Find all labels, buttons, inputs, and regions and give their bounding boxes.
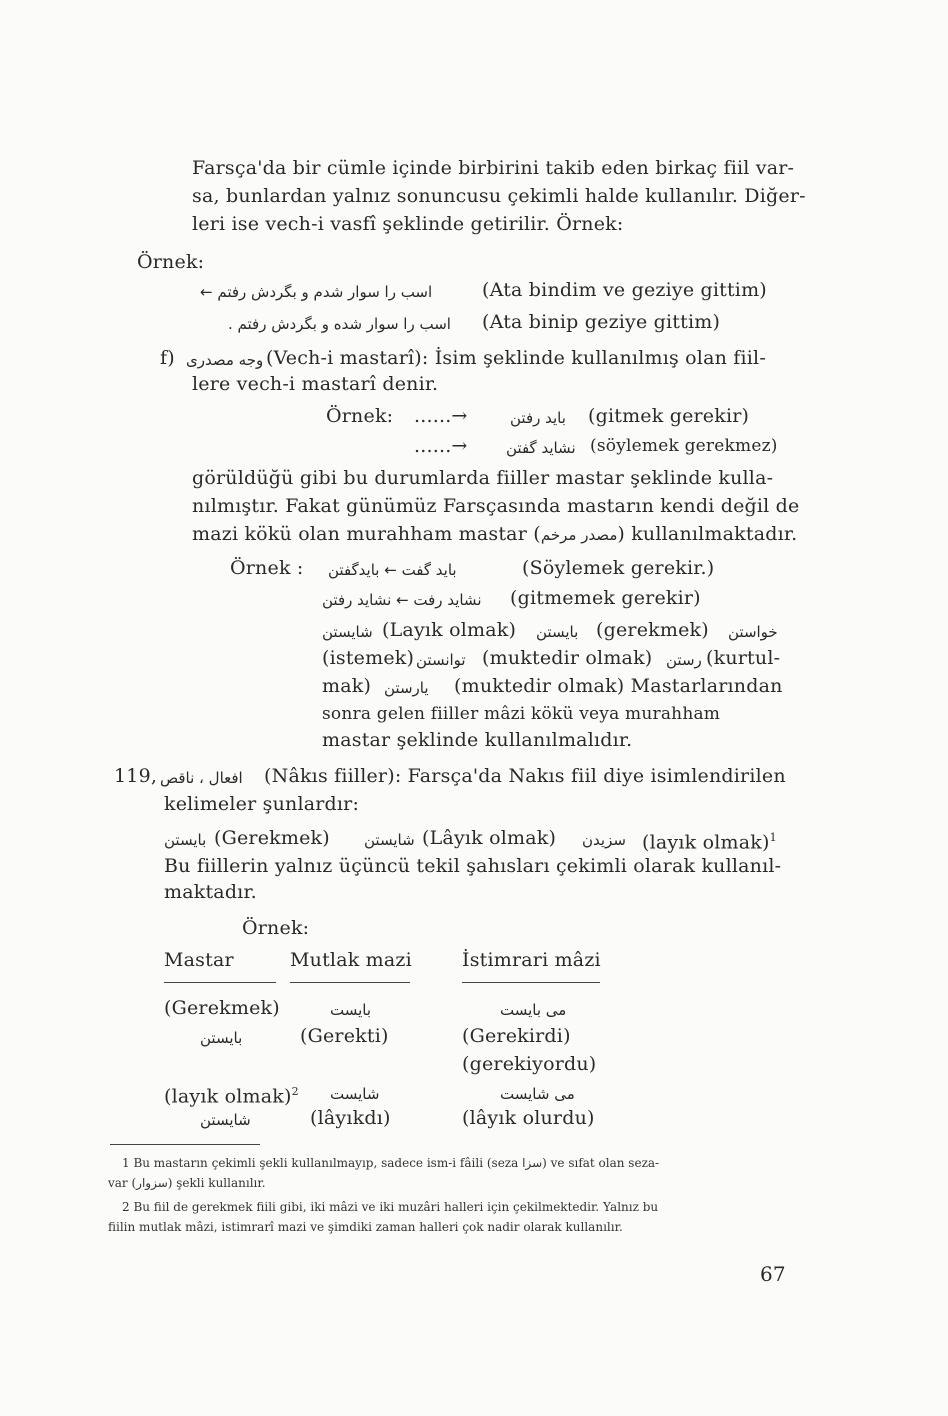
example-translation: (Ata binip geziye gittim) — [482, 311, 721, 333]
example-translation: (gitmek gerekir) — [588, 405, 750, 427]
arabic-example: نشاید رفت ← نشاید رفتن — [322, 591, 482, 609]
text-fragment: 1 Bu mastarın çekimli şekli kullanılmayıp, sadece ism-i fâili (seza — [122, 1156, 519, 1170]
text-fragment: ) ve sıfat olan seza- — [542, 1156, 660, 1170]
table-cell: بایستن — [200, 1029, 243, 1047]
table-header-rule — [164, 982, 276, 983]
paragraph-line: sa, bunlardan yalnız sonuncusu çekimli halde kullanılır. Diğer- — [192, 185, 806, 207]
page-number: 67 — [760, 1262, 786, 1286]
translation: (istemek) — [322, 647, 415, 669]
paragraph-line: görüldüğü gibi bu durumlarda fiiller mastar şeklinde kulla- — [192, 467, 774, 489]
arrow-dots: ......→ — [414, 435, 468, 457]
text-fragment: var ( — [108, 1176, 137, 1190]
arabic-term: یارستن — [384, 679, 429, 697]
table-cell: می بایست — [500, 1001, 567, 1019]
paragraph-line: Bu fiillerin yalnız üçüncü tekil şahısları çekimli olarak kullanıl- — [164, 855, 782, 877]
table-cell: (lâyıkdı) — [310, 1107, 391, 1129]
arabic-term: سزا — [522, 1156, 543, 1170]
table-header-rule — [290, 982, 410, 983]
translation: mak) — [322, 675, 372, 697]
example-label: Örnek: — [137, 251, 205, 273]
arabic-term: افعال ، ناقص — [160, 769, 243, 787]
arabic-term: بایستن — [164, 831, 207, 849]
table-cell: (Gerekirdi) — [462, 1025, 571, 1047]
paragraph-line: sonra gelen fiiller mâzi kökü veya murahham — [322, 704, 721, 724]
text-fragment: (layık olmak) — [164, 1085, 292, 1108]
translation: (Lâyık olmak) — [422, 827, 557, 849]
paragraph-line: (Vech-i mastarî): İsim şeklinde kullanılmış olan fiil- — [266, 347, 766, 369]
paragraph-line: mastar şeklinde kullanılmalıdır. — [322, 729, 633, 751]
table-cell: (lâyık olurdu) — [462, 1107, 595, 1129]
table-cell: شایستن — [200, 1111, 251, 1129]
paragraph-line: lere vech-i mastarî denir. — [192, 373, 439, 395]
text-fragment: mazi kökü olan murahham mastar ( — [192, 523, 541, 545]
arabic-term: وجه مصدری — [186, 351, 264, 369]
arabic-example: باید رفتن — [510, 409, 566, 427]
footnote — [108, 1174, 266, 1192]
footnote: fiilin mutlak mâzi, istimrarî mazi ve şimdiki zaman halleri çok nadir olarak kullanılır. — [108, 1220, 623, 1234]
table-header: Mastar — [164, 949, 234, 971]
arabic-term: سزوار — [136, 1176, 168, 1190]
arabic-example: اسب را سوار شدم و بگردش رفتم ← — [200, 283, 433, 301]
paragraph-line: (Nâkıs fiiller): Farsça'da Nakıs fiil diye isimlendirilen — [264, 765, 786, 787]
table-cell: (gerekiyordu) — [462, 1053, 597, 1075]
paragraph-line: kelimeler şunlardır: — [164, 793, 360, 815]
table-header: Mutlak mazi — [290, 949, 412, 971]
translation: (muktedir olmak) — [482, 647, 653, 669]
translation: (gerekmek) — [596, 619, 709, 641]
arabic-example: باید گفت ← بایدگفتن — [328, 561, 457, 579]
table-cell: بایست — [330, 1001, 372, 1019]
arabic-term: بایستن — [536, 623, 579, 641]
table-header-rule — [462, 982, 600, 983]
example-label: Örnek: — [326, 405, 394, 427]
footnote-ref: 2 — [291, 1085, 299, 1098]
table-cell: (Gerekmek) — [164, 997, 280, 1019]
translation — [642, 826, 777, 854]
footnote: 2 Bu fiil de gerekmek fiili gibi, iki mâzi ve iki muzâri halleri için çekilmektedir. Yalnız bu — [122, 1200, 659, 1214]
example-label: Örnek: — [242, 917, 310, 939]
text-fragment: ) şekli kullanılır. — [167, 1176, 266, 1190]
paragraph-line — [192, 522, 797, 547]
arrow-dots: ......→ — [414, 405, 468, 427]
arabic-term: شایستن — [364, 831, 415, 849]
text-fragment: (layık olmak) — [642, 831, 770, 854]
footnote — [122, 1154, 659, 1172]
table-cell: شایست — [330, 1085, 380, 1103]
arabic-example: اسب را سوار شده و بگردش رفتم . — [228, 315, 451, 333]
arabic-term: مصدر مرخم — [540, 526, 618, 544]
paragraph-line: leri ise vech-i vasfî şeklinde getirilir. Örnek: — [192, 213, 624, 235]
table-header: İstimrari mâzi — [462, 949, 601, 971]
arabic-example: نشاید گفتن — [506, 439, 576, 457]
translation: (Gerekmek) — [214, 827, 330, 849]
translation: (Layık olmak) — [382, 619, 517, 641]
example-translation: (söylemek gerekmez) — [590, 436, 778, 456]
table-cell: می شایست — [500, 1085, 575, 1103]
paragraph-line: maktadır. — [164, 881, 257, 903]
arabic-term: توانستن — [416, 651, 466, 669]
footnote-ref: 1 — [769, 831, 777, 844]
section-label: f) — [160, 347, 175, 369]
translation: (muktedir olmak) Mastarlarından — [454, 675, 783, 697]
section-number: 119, — [114, 765, 158, 787]
example-translation: (gitmemek gerekir) — [510, 587, 701, 609]
arabic-term: سزیدن — [582, 831, 626, 849]
table-cell: (Gerekti) — [300, 1025, 389, 1047]
arabic-term: شایستن — [322, 623, 373, 641]
arabic-term: رستن — [666, 651, 702, 669]
arabic-term: خواستن — [728, 623, 778, 641]
paragraph-line: nılmıştır. Fakat günümüz Farsçasında mastarın kendi değil de — [192, 495, 800, 517]
text-fragment: ) kullanılmaktadır. — [617, 523, 798, 545]
example-label: Örnek : — [230, 557, 304, 579]
example-translation: (Ata bindim ve geziye gittim) — [482, 279, 767, 301]
translation: (kurtul- — [706, 647, 781, 669]
table-cell — [164, 1080, 299, 1108]
paragraph-line: Farsça'da bir cümle içinde birbirini takib eden birkaç fiil var- — [192, 157, 795, 179]
example-translation: (Söylemek gerekir.) — [522, 557, 715, 579]
footnote-separator — [110, 1144, 260, 1145]
